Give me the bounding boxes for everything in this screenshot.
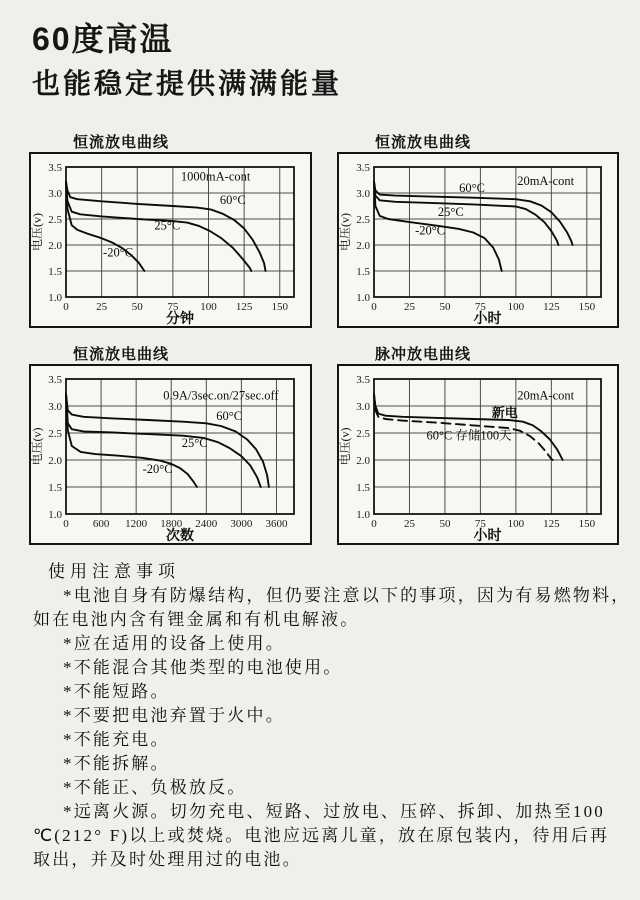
y-tick-label: 2.5 — [356, 428, 370, 440]
chart-pulse-discharge — [337, 364, 619, 545]
note-line: *不能短路。 — [63, 682, 170, 701]
x-tick-label: 125 — [235, 301, 253, 313]
series-curve--20C — [66, 394, 197, 487]
y-tick-label: 3.0 — [48, 401, 62, 413]
note-line: 取出，并及时处理用过的电池。 — [33, 850, 302, 869]
x-tick-label: 50 — [439, 518, 451, 530]
x-tick-label: 50 — [439, 301, 451, 313]
y-tick-label: 1.5 — [356, 266, 370, 278]
note-line: *应在适用的设备上使用。 — [63, 634, 285, 653]
y-axis-label: 电压(v) — [31, 427, 44, 466]
page-title: 60度高温 — [32, 21, 174, 57]
curve-label: 新电 — [491, 404, 518, 420]
x-tick-label: 150 — [578, 301, 596, 313]
y-tick-label: 2.5 — [356, 214, 370, 226]
usage-notes-heading: 使用注意事项 — [48, 562, 180, 581]
y-tick-label: 3.0 — [356, 401, 370, 413]
curve-label: 60°C — [459, 180, 485, 195]
y-tick-label: 1.0 — [356, 292, 370, 304]
note-line: *不能混合其他类型的电池使用。 — [63, 658, 343, 677]
y-tick-label: 3.0 — [356, 188, 370, 200]
chart-title-constant-current-2: 恒流放电曲线 — [375, 134, 472, 151]
chart-plot — [31, 366, 310, 543]
x-tick-label: 150 — [271, 301, 288, 313]
y-tick-label: 1.5 — [48, 266, 62, 278]
chart-title-pulse-discharge: 脉冲放电曲线 — [375, 346, 472, 363]
curve-label: -20°C — [415, 223, 446, 238]
x-tick-label: 125 — [543, 518, 560, 530]
x-tick-label: 25 — [403, 301, 415, 313]
x-tick-label: 150 — [578, 518, 596, 530]
x-tick-label: 75 — [167, 301, 179, 313]
page-header — [32, 20, 342, 101]
y-axis-label: 电压(v) — [339, 427, 352, 466]
usage-notes — [33, 560, 633, 872]
note-line: 如在电池内含有锂金属和有机电解液。 — [33, 610, 360, 629]
curve-label: 25°C — [181, 436, 208, 451]
x-axis-label: 次数 — [166, 527, 194, 543]
y-tick-label: 1.0 — [48, 292, 62, 304]
x-tick-label: 25 — [403, 518, 415, 530]
y-axis-label: 电压(v) — [339, 213, 352, 251]
chart-discharge-cycles — [29, 364, 312, 545]
y-tick-label: 3.5 — [48, 162, 62, 174]
curve-label: -20°C — [142, 461, 173, 476]
note-line: ℃(212° F)以上或焚烧。电池应远离儿童，放在原包装内，待用后再 — [33, 826, 610, 845]
x-tick-label: 100 — [507, 301, 525, 313]
y-tick-label: 3.5 — [356, 162, 370, 174]
x-axis-label: 小时 — [473, 310, 502, 326]
x-tick-label: 100 — [507, 518, 525, 530]
series-curve-stored-100-days-60C — [374, 394, 553, 460]
y-tick-label: 2.0 — [356, 240, 370, 252]
y-tick-label: 1.0 — [48, 509, 62, 521]
curve-label: 25°C — [437, 204, 464, 219]
curve-label: 25°C — [154, 218, 181, 233]
x-tick-label: 3600 — [265, 518, 288, 530]
note-line: *不要把电池弃置于火中。 — [63, 706, 285, 725]
x-tick-label: 100 — [200, 301, 217, 313]
curve-label: 60°C 存储100天 — [426, 428, 512, 443]
y-tick-label: 2.5 — [48, 214, 62, 226]
page-subtitle: 也能稳定提供满满能量 — [32, 68, 343, 100]
chart-plot — [339, 154, 617, 326]
x-axis-label: 分钟 — [166, 310, 194, 326]
curve-label: 60°C — [219, 192, 246, 207]
series-curve-new-battery — [374, 394, 563, 460]
x-tick-label: 1800 — [160, 518, 183, 530]
y-tick-label: 1.5 — [356, 482, 370, 494]
note-line: *电池自身有防爆结构，但仍要注意以下的事项，因为有易燃物料， — [63, 586, 631, 605]
x-tick-label: 0 — [371, 301, 377, 313]
y-tick-label: 3.0 — [48, 188, 62, 200]
chart-plot — [31, 154, 310, 326]
y-axis-label: 电压(v) — [31, 213, 44, 251]
y-tick-label: 2.0 — [356, 455, 370, 467]
chart-title-constant-current-1: 恒流放电曲线 — [73, 134, 170, 151]
x-tick-label: 0 — [63, 301, 69, 313]
x-tick-label: 600 — [92, 518, 110, 530]
x-tick-label: 0 — [63, 518, 69, 530]
curve-label: -20°C — [103, 245, 134, 260]
y-tick-label: 2.0 — [48, 240, 62, 252]
x-axis-label: 小时 — [473, 527, 502, 543]
note-line: *远离火源。切勿充电、短路、过放电、压碎、拆卸、加热至100 — [63, 802, 605, 821]
chart-annotation: 20mA-cont — [517, 388, 575, 403]
chart-plot — [339, 366, 617, 543]
chart-annotation: 1000mA-cont — [180, 169, 251, 184]
x-tick-label: 1200 — [125, 518, 148, 530]
x-tick-label: 75 — [474, 301, 486, 313]
chart-title-constant-current-3: 恒流放电曲线 — [73, 346, 170, 363]
y-tick-label: 2.0 — [48, 455, 62, 467]
chart-discharge-minutes — [29, 152, 312, 328]
x-tick-label: 125 — [543, 301, 560, 313]
x-tick-label: 50 — [131, 301, 143, 313]
x-tick-label: 75 — [474, 518, 486, 530]
x-tick-label: 25 — [96, 301, 108, 313]
curve-label: 60°C — [216, 409, 243, 424]
y-tick-label: 1.5 — [48, 482, 62, 494]
note-line: *不能充电。 — [63, 730, 170, 749]
note-line: *不能正、负极放反。 — [63, 778, 247, 797]
x-tick-label: 2400 — [195, 518, 218, 530]
note-line: *不能拆解。 — [63, 754, 170, 773]
y-tick-label: 3.5 — [356, 374, 370, 386]
chart-discharge-hours — [337, 152, 619, 328]
y-tick-label: 2.5 — [48, 428, 62, 440]
y-tick-label: 3.5 — [48, 374, 62, 386]
chart-annotation: 0.9A/3sec.on/27sec.off — [163, 388, 279, 403]
y-tick-label: 1.0 — [356, 509, 370, 521]
usage-notes-lines — [33, 584, 633, 872]
x-tick-label: 0 — [371, 518, 377, 530]
x-tick-label: 3000 — [230, 518, 253, 530]
chart-annotation: 20mA-cont — [517, 174, 575, 189]
